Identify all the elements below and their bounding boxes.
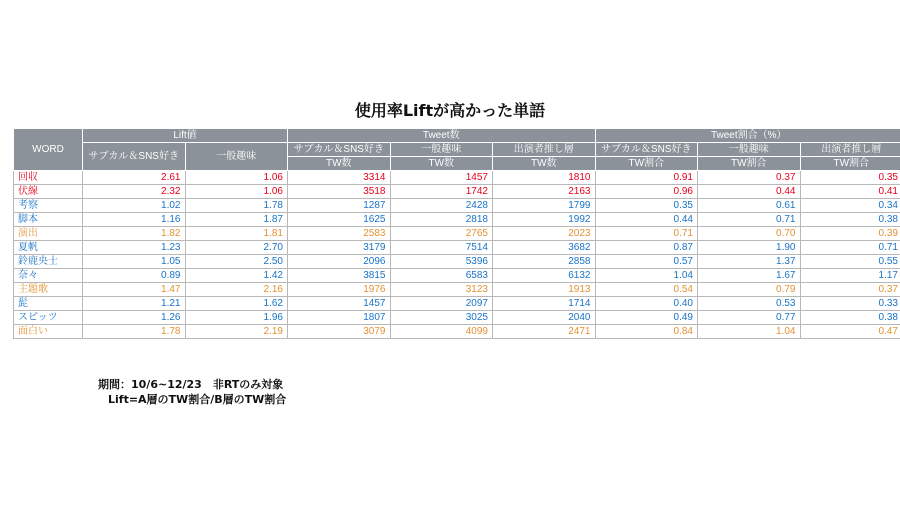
value-cell: 1807 [288, 311, 391, 325]
value-cell: 1742 [390, 185, 493, 199]
value-cell: 0.61 [698, 199, 801, 213]
word-cell: 奈々 [14, 269, 83, 283]
subheader-ratio-b-unit: TW割合 [698, 157, 801, 171]
value-cell: 0.54 [595, 283, 698, 297]
value-cell: 2097 [390, 297, 493, 311]
value-cell: 3179 [288, 241, 391, 255]
value-cell: 3815 [288, 269, 391, 283]
word-cell: 夏帆 [14, 241, 83, 255]
value-cell: 2471 [493, 325, 596, 339]
value-cell: 0.77 [698, 311, 801, 325]
subheader-tw-c: 出演者推し層 [493, 143, 596, 157]
value-cell: 7514 [390, 241, 493, 255]
table-row [14, 185, 900, 199]
value-cell: 2040 [493, 311, 596, 325]
page-title: 使用率Liftが高かった単語 [354, 101, 546, 120]
word-cell: 面白い [14, 325, 83, 339]
table-row [14, 325, 900, 339]
table-row [14, 171, 900, 185]
subheader-tw-a: サブカル＆SNS好き [288, 143, 391, 157]
value-cell: 0.47 [800, 325, 900, 339]
value-cell: 0.57 [595, 255, 698, 269]
value-cell: 1.05 [83, 255, 186, 269]
value-cell: 0.89 [83, 269, 186, 283]
value-cell: 3123 [390, 283, 493, 297]
value-cell: 3025 [390, 311, 493, 325]
value-cell: 1913 [493, 283, 596, 297]
value-cell: 0.96 [595, 185, 698, 199]
value-cell: 1.17 [800, 269, 900, 283]
value-cell: 0.55 [800, 255, 900, 269]
group-header-tweet-count: Tweet数 [288, 129, 596, 143]
value-cell: 3682 [493, 241, 596, 255]
value-cell: 2428 [390, 199, 493, 213]
value-cell: 0.79 [698, 283, 801, 297]
subheader-tw-b-unit: TW数 [390, 157, 493, 171]
value-cell: 1.47 [83, 283, 186, 297]
value-cell: 0.38 [800, 213, 900, 227]
value-cell: 1.81 [185, 227, 288, 241]
value-cell: 3518 [288, 185, 391, 199]
value-cell: 0.35 [800, 171, 900, 185]
table-body [14, 171, 900, 339]
value-cell: 1457 [288, 297, 391, 311]
value-cell: 0.44 [698, 185, 801, 199]
value-cell: 1.96 [185, 311, 288, 325]
table-row [14, 199, 900, 213]
subheader-tw-c-unit: TW数 [493, 157, 596, 171]
value-cell: 0.41 [800, 185, 900, 199]
table-row [14, 255, 900, 269]
subheader-ratio-b: 一般趣味 [698, 143, 801, 157]
value-cell: 0.71 [698, 213, 801, 227]
value-cell: 1.62 [185, 297, 288, 311]
value-cell: 3079 [288, 325, 391, 339]
value-cell: 6132 [493, 269, 596, 283]
value-cell: 1.26 [83, 311, 186, 325]
value-cell: 0.71 [595, 227, 698, 241]
value-cell: 0.53 [698, 297, 801, 311]
table-row [14, 283, 900, 297]
value-cell: 1.04 [698, 325, 801, 339]
value-cell: 2096 [288, 255, 391, 269]
value-cell: 0.35 [595, 199, 698, 213]
subheader-ratio-a: サブカル＆SNS好き [595, 143, 698, 157]
word-cell: 鈴鹿央士 [14, 255, 83, 269]
value-cell: 1.21 [83, 297, 186, 311]
value-cell: 1.78 [185, 199, 288, 213]
value-cell: 2765 [390, 227, 493, 241]
value-cell: 0.70 [698, 227, 801, 241]
value-cell: 2.19 [185, 325, 288, 339]
value-cell: 0.71 [800, 241, 900, 255]
value-cell: 1.67 [698, 269, 801, 283]
subheader-ratio-c: 出演者推し層 [800, 143, 900, 157]
value-cell: 1976 [288, 283, 391, 297]
value-cell: 1714 [493, 297, 596, 311]
value-cell: 0.37 [698, 171, 801, 185]
value-cell: 1.78 [83, 325, 186, 339]
table-row [14, 269, 900, 283]
word-cell: 髭 [14, 297, 83, 311]
value-cell: 0.40 [595, 297, 698, 311]
group-header-tweet-ratio: Tweet割合（%） [595, 129, 900, 143]
value-cell: 2163 [493, 185, 596, 199]
value-cell: 1.04 [595, 269, 698, 283]
value-cell: 1625 [288, 213, 391, 227]
word-header: WORD [14, 129, 83, 171]
value-cell: 0.33 [800, 297, 900, 311]
value-cell: 2.50 [185, 255, 288, 269]
subheader-ratio-a-unit: TW割合 [595, 157, 698, 171]
value-cell: 0.39 [800, 227, 900, 241]
word-cell: 演出 [14, 227, 83, 241]
value-cell: 1.02 [83, 199, 186, 213]
subheader-tw-b: 一般趣味 [390, 143, 493, 157]
subheader-lift-b: 一般趣味 [185, 143, 288, 171]
word-cell: 回収 [14, 171, 83, 185]
value-cell: 1.37 [698, 255, 801, 269]
value-cell: 1.42 [185, 269, 288, 283]
table-row [14, 241, 900, 255]
value-cell: 1.16 [83, 213, 186, 227]
value-cell: 2.32 [83, 185, 186, 199]
value-cell: 0.49 [595, 311, 698, 325]
value-cell: 1.87 [185, 213, 288, 227]
value-cell: 1.06 [185, 185, 288, 199]
value-cell: 2858 [493, 255, 596, 269]
value-cell: 1287 [288, 199, 391, 213]
group-header-lift: Lift値 [83, 129, 288, 143]
table-row [14, 297, 900, 311]
value-cell: 1.90 [698, 241, 801, 255]
value-cell: 0.38 [800, 311, 900, 325]
value-cell: 6583 [390, 269, 493, 283]
value-cell: 0.44 [595, 213, 698, 227]
value-cell: 0.91 [595, 171, 698, 185]
value-cell: 1457 [390, 171, 493, 185]
value-cell: 1810 [493, 171, 596, 185]
word-cell: 主題歌 [14, 283, 83, 297]
value-cell: 2.16 [185, 283, 288, 297]
value-cell: 0.34 [800, 199, 900, 213]
subheader-ratio-c-unit: TW割合 [800, 157, 900, 171]
value-cell: 2818 [390, 213, 493, 227]
word-cell: 脚本 [14, 213, 83, 227]
word-cell: 伏線 [14, 185, 83, 199]
value-cell: 1.82 [83, 227, 186, 241]
value-cell: 1799 [493, 199, 596, 213]
lift-table [13, 128, 900, 339]
table-row [14, 311, 900, 325]
subheader-lift-a: サブカル＆SNS好き [83, 143, 186, 171]
word-cell: スピッツ [14, 311, 83, 325]
value-cell: 2.70 [185, 241, 288, 255]
word-cell: 考察 [14, 199, 83, 213]
value-cell: 0.87 [595, 241, 698, 255]
value-cell: 1.23 [83, 241, 186, 255]
value-cell: 0.37 [800, 283, 900, 297]
value-cell: 0.84 [595, 325, 698, 339]
value-cell: 4099 [390, 325, 493, 339]
value-cell: 5396 [390, 255, 493, 269]
value-cell: 2.61 [83, 171, 186, 185]
table-row [14, 227, 900, 241]
value-cell: 1992 [493, 213, 596, 227]
value-cell: 3314 [288, 171, 391, 185]
lift-definition-note: Lift=A層のTW割合/B層のTW割合 [108, 393, 287, 406]
table-row [14, 213, 900, 227]
period-note: 期間：10/6~12/23 非RTのみ対象 [98, 378, 284, 391]
value-cell: 1.06 [185, 171, 288, 185]
value-cell: 2583 [288, 227, 391, 241]
value-cell: 2023 [493, 227, 596, 241]
subheader-tw-a-unit: TW数 [288, 157, 391, 171]
